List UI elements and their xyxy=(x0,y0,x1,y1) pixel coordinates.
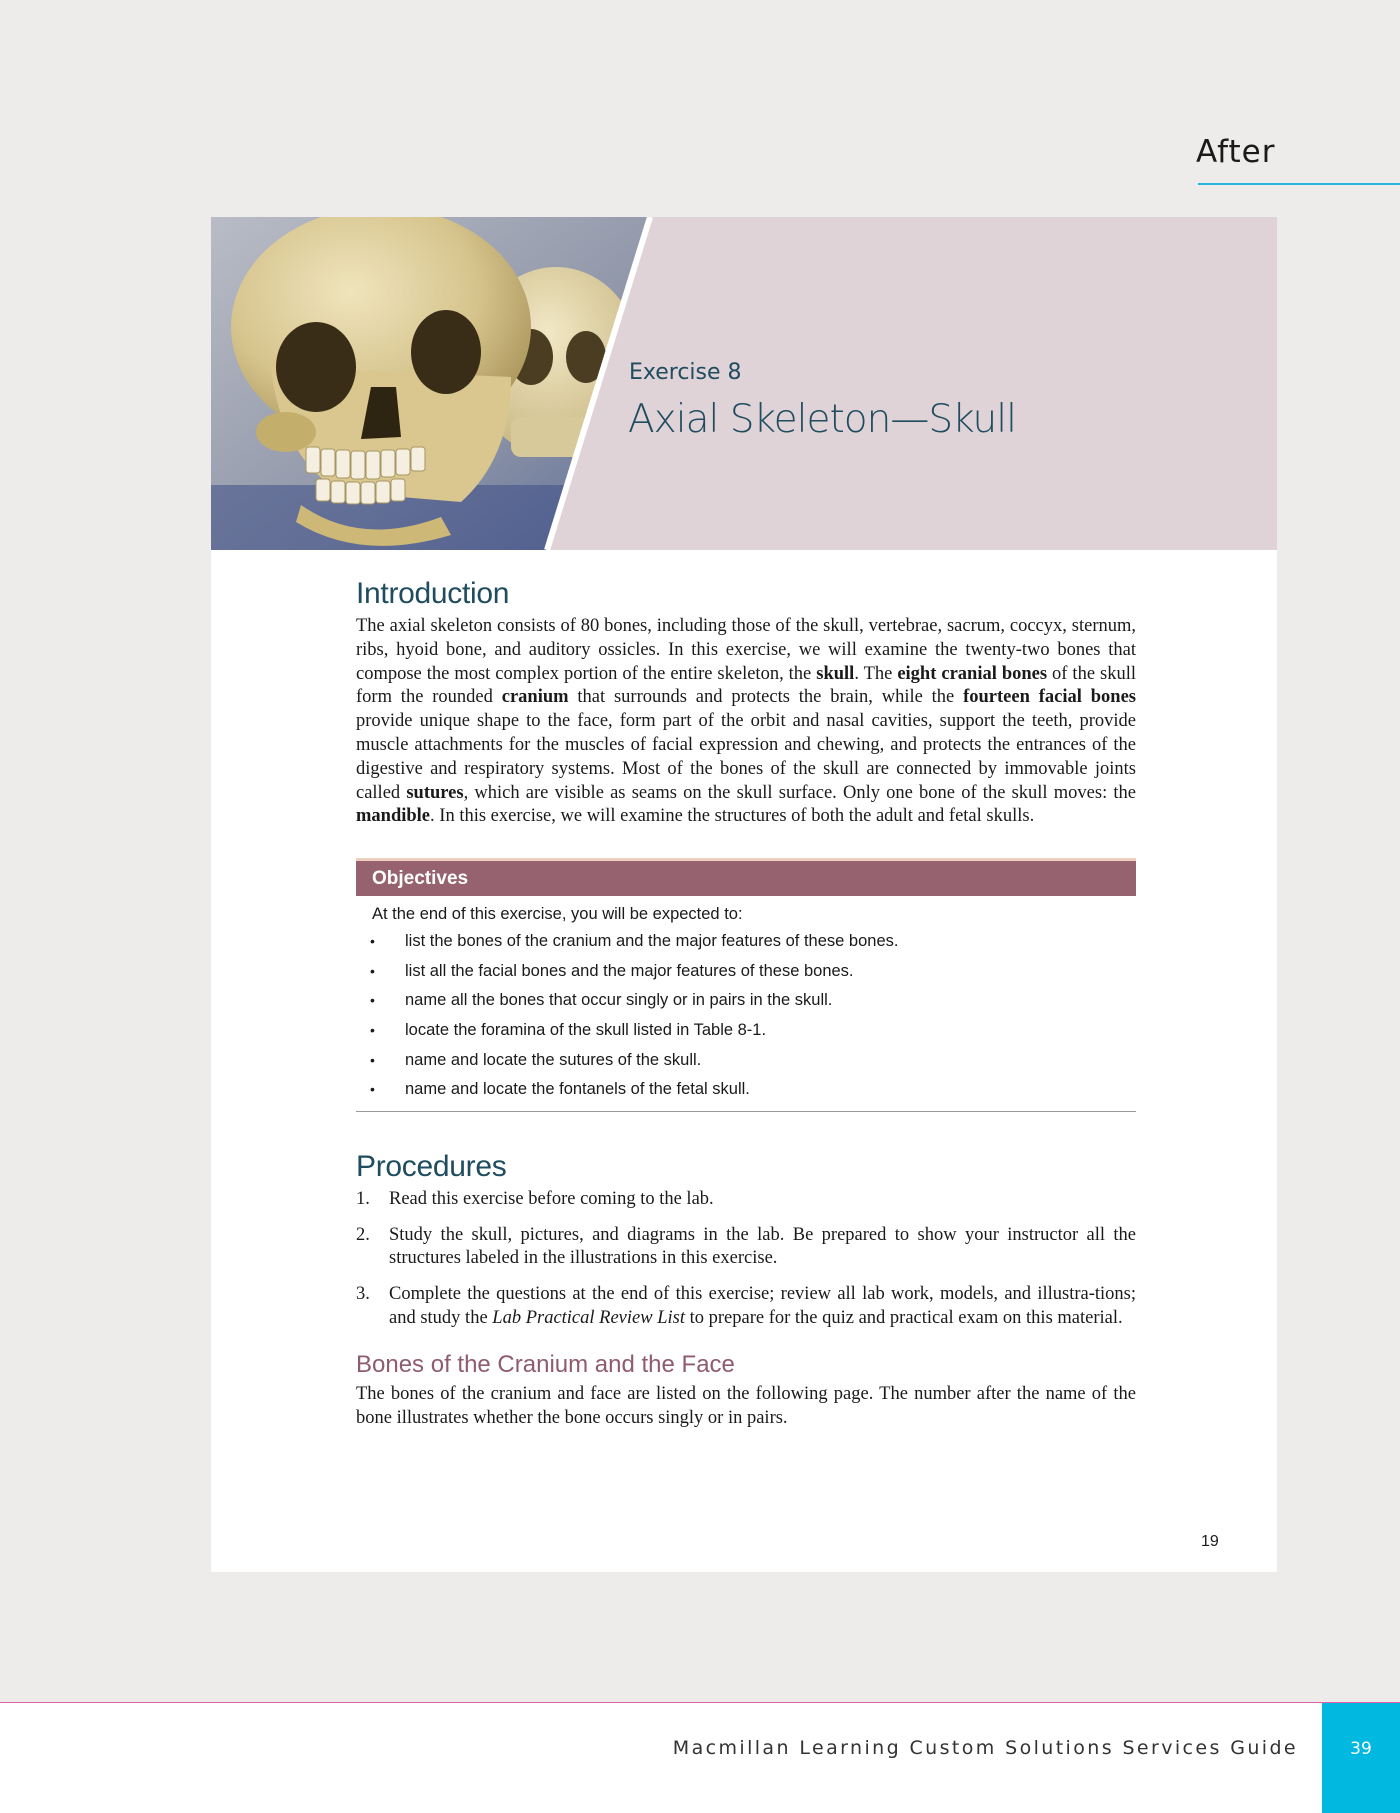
bullet-icon: • xyxy=(370,1021,375,1038)
bones-heading: Bones of the Cranium and the Face xyxy=(356,1350,735,1378)
objective-text: list all the facial bones and the major features of these bones. xyxy=(405,961,854,980)
text-run: that surrounds and protects the brain, while the xyxy=(568,687,964,708)
procedure-step xyxy=(356,1283,1136,1331)
objective-item xyxy=(356,927,1136,957)
bullet-icon: • xyxy=(370,1081,375,1098)
introduction-heading: Introduction xyxy=(356,577,510,610)
bones-paragraph: The bones of the cranium and face are listed on the following page. The number after the name of the bone illustrates whether the bone occurs singly or in pairs. xyxy=(356,1383,1136,1428)
introduction-section xyxy=(356,577,1136,829)
text-run: to prepare for the quiz and practical exam on this material. xyxy=(684,1307,1123,1328)
objectives-intro: At the end of this exercise, you will be expected to: xyxy=(372,905,743,924)
after-label: After xyxy=(1196,134,1276,170)
footer-page-number: 39 xyxy=(1322,1703,1400,1813)
text-run: Complete the questions at the end of this exercise; review all lab work, models, and illustra-tions; and study the xyxy=(389,1284,1136,1328)
banner-graphic xyxy=(211,217,1277,550)
footer-guide-title: Macmillan Learning Custom Solutions Services Guide xyxy=(672,1737,1298,1759)
text-run: provide unique shape to the face, form part of the orbit and nasal cavities, support the teeth, provide muscle attachments for the muscles of facial expression and chewing, and protects the entrances of the digestive and respiratory systems. Most of the bones of the skull are connected by immovable joints called xyxy=(356,711,1136,803)
text-run: of the skull form the rounded xyxy=(356,663,1136,708)
bullet-icon: • xyxy=(370,992,375,1009)
bold-term: fourteen facial bones xyxy=(963,687,1136,708)
exercise-banner xyxy=(211,217,1277,550)
bold-term: mandible xyxy=(356,806,431,827)
exercise-title: Axial Skeleton—Skull xyxy=(628,397,1016,442)
page-content xyxy=(356,577,1136,1430)
procedure-step xyxy=(356,1188,1136,1212)
objective-text: locate the foramina of the skull listed in Table 8-1. xyxy=(405,1020,767,1039)
procedures-section xyxy=(356,1150,1136,1331)
objective-item xyxy=(356,957,1136,987)
objectives-box xyxy=(356,858,1136,1112)
page-number: 19 xyxy=(1201,1533,1219,1550)
italic-title: Lab Practical Review List xyxy=(492,1307,685,1328)
objectives-list xyxy=(356,927,1136,1105)
objective-item xyxy=(356,1075,1136,1105)
step-number: 2. xyxy=(356,1224,370,1245)
objective-text: name all the bones that occur singly or in pairs in the skull. xyxy=(405,991,833,1010)
after-underline xyxy=(1198,183,1400,185)
step-number: 1. xyxy=(356,1188,370,1209)
procedures-heading: Procedures xyxy=(356,1149,507,1183)
objective-text: name and locate the sutures of the skull. xyxy=(405,1050,702,1069)
step-number: 3. xyxy=(356,1284,370,1305)
bold-term: cranium xyxy=(501,687,569,708)
text-run: . In this exercise, we will examine the structures of both the adult and fetal skulls. xyxy=(430,806,1035,827)
objective-text: list the bones of the cranium and the major features of these bones. xyxy=(405,932,899,951)
bold-term: skull xyxy=(816,663,855,684)
objective-text: name and locate the fontanels of the fetal skull. xyxy=(405,1080,750,1099)
text-run: Study the skull, pictures, and diagrams in the lab. Be prepared to show your instructor all the structures labeled in the illustrations in this exercise. xyxy=(389,1224,1136,1269)
procedures-list xyxy=(356,1188,1136,1331)
footer-bar xyxy=(0,1702,1400,1813)
text-run: . The xyxy=(854,663,898,684)
bullet-icon: • xyxy=(370,1051,375,1068)
objectives-heading: Objectives xyxy=(356,861,1136,896)
document-page xyxy=(211,217,1277,1572)
objective-item xyxy=(356,1016,1136,1046)
objective-item xyxy=(356,986,1136,1016)
bold-term: sutures xyxy=(406,782,464,803)
text-run: Read this exercise before coming to the lab. xyxy=(389,1188,714,1209)
bullet-icon: • xyxy=(370,962,375,979)
procedure-step xyxy=(356,1224,1136,1272)
text-run: , which are visible as seams on the skull surface. Only one bone of the skull moves: the xyxy=(463,782,1136,803)
exercise-number: Exercise 8 xyxy=(629,360,742,385)
introduction-paragraph xyxy=(356,615,1136,829)
objective-item xyxy=(356,1046,1136,1076)
text-run: The axial skeleton consists of 80 bones, including those of the skull, vertebrae, sacrum, coccyx, sternum, ribs, hyoid bone, and auditory ossicles. In this exercise, we will examine the twenty-two bones that compose the most complex portion of the entire skeleton, the xyxy=(356,616,1136,684)
bullet-icon: • xyxy=(370,933,375,950)
bold-term: eight cranial bones xyxy=(897,663,1048,684)
bones-section xyxy=(356,1351,1136,1431)
